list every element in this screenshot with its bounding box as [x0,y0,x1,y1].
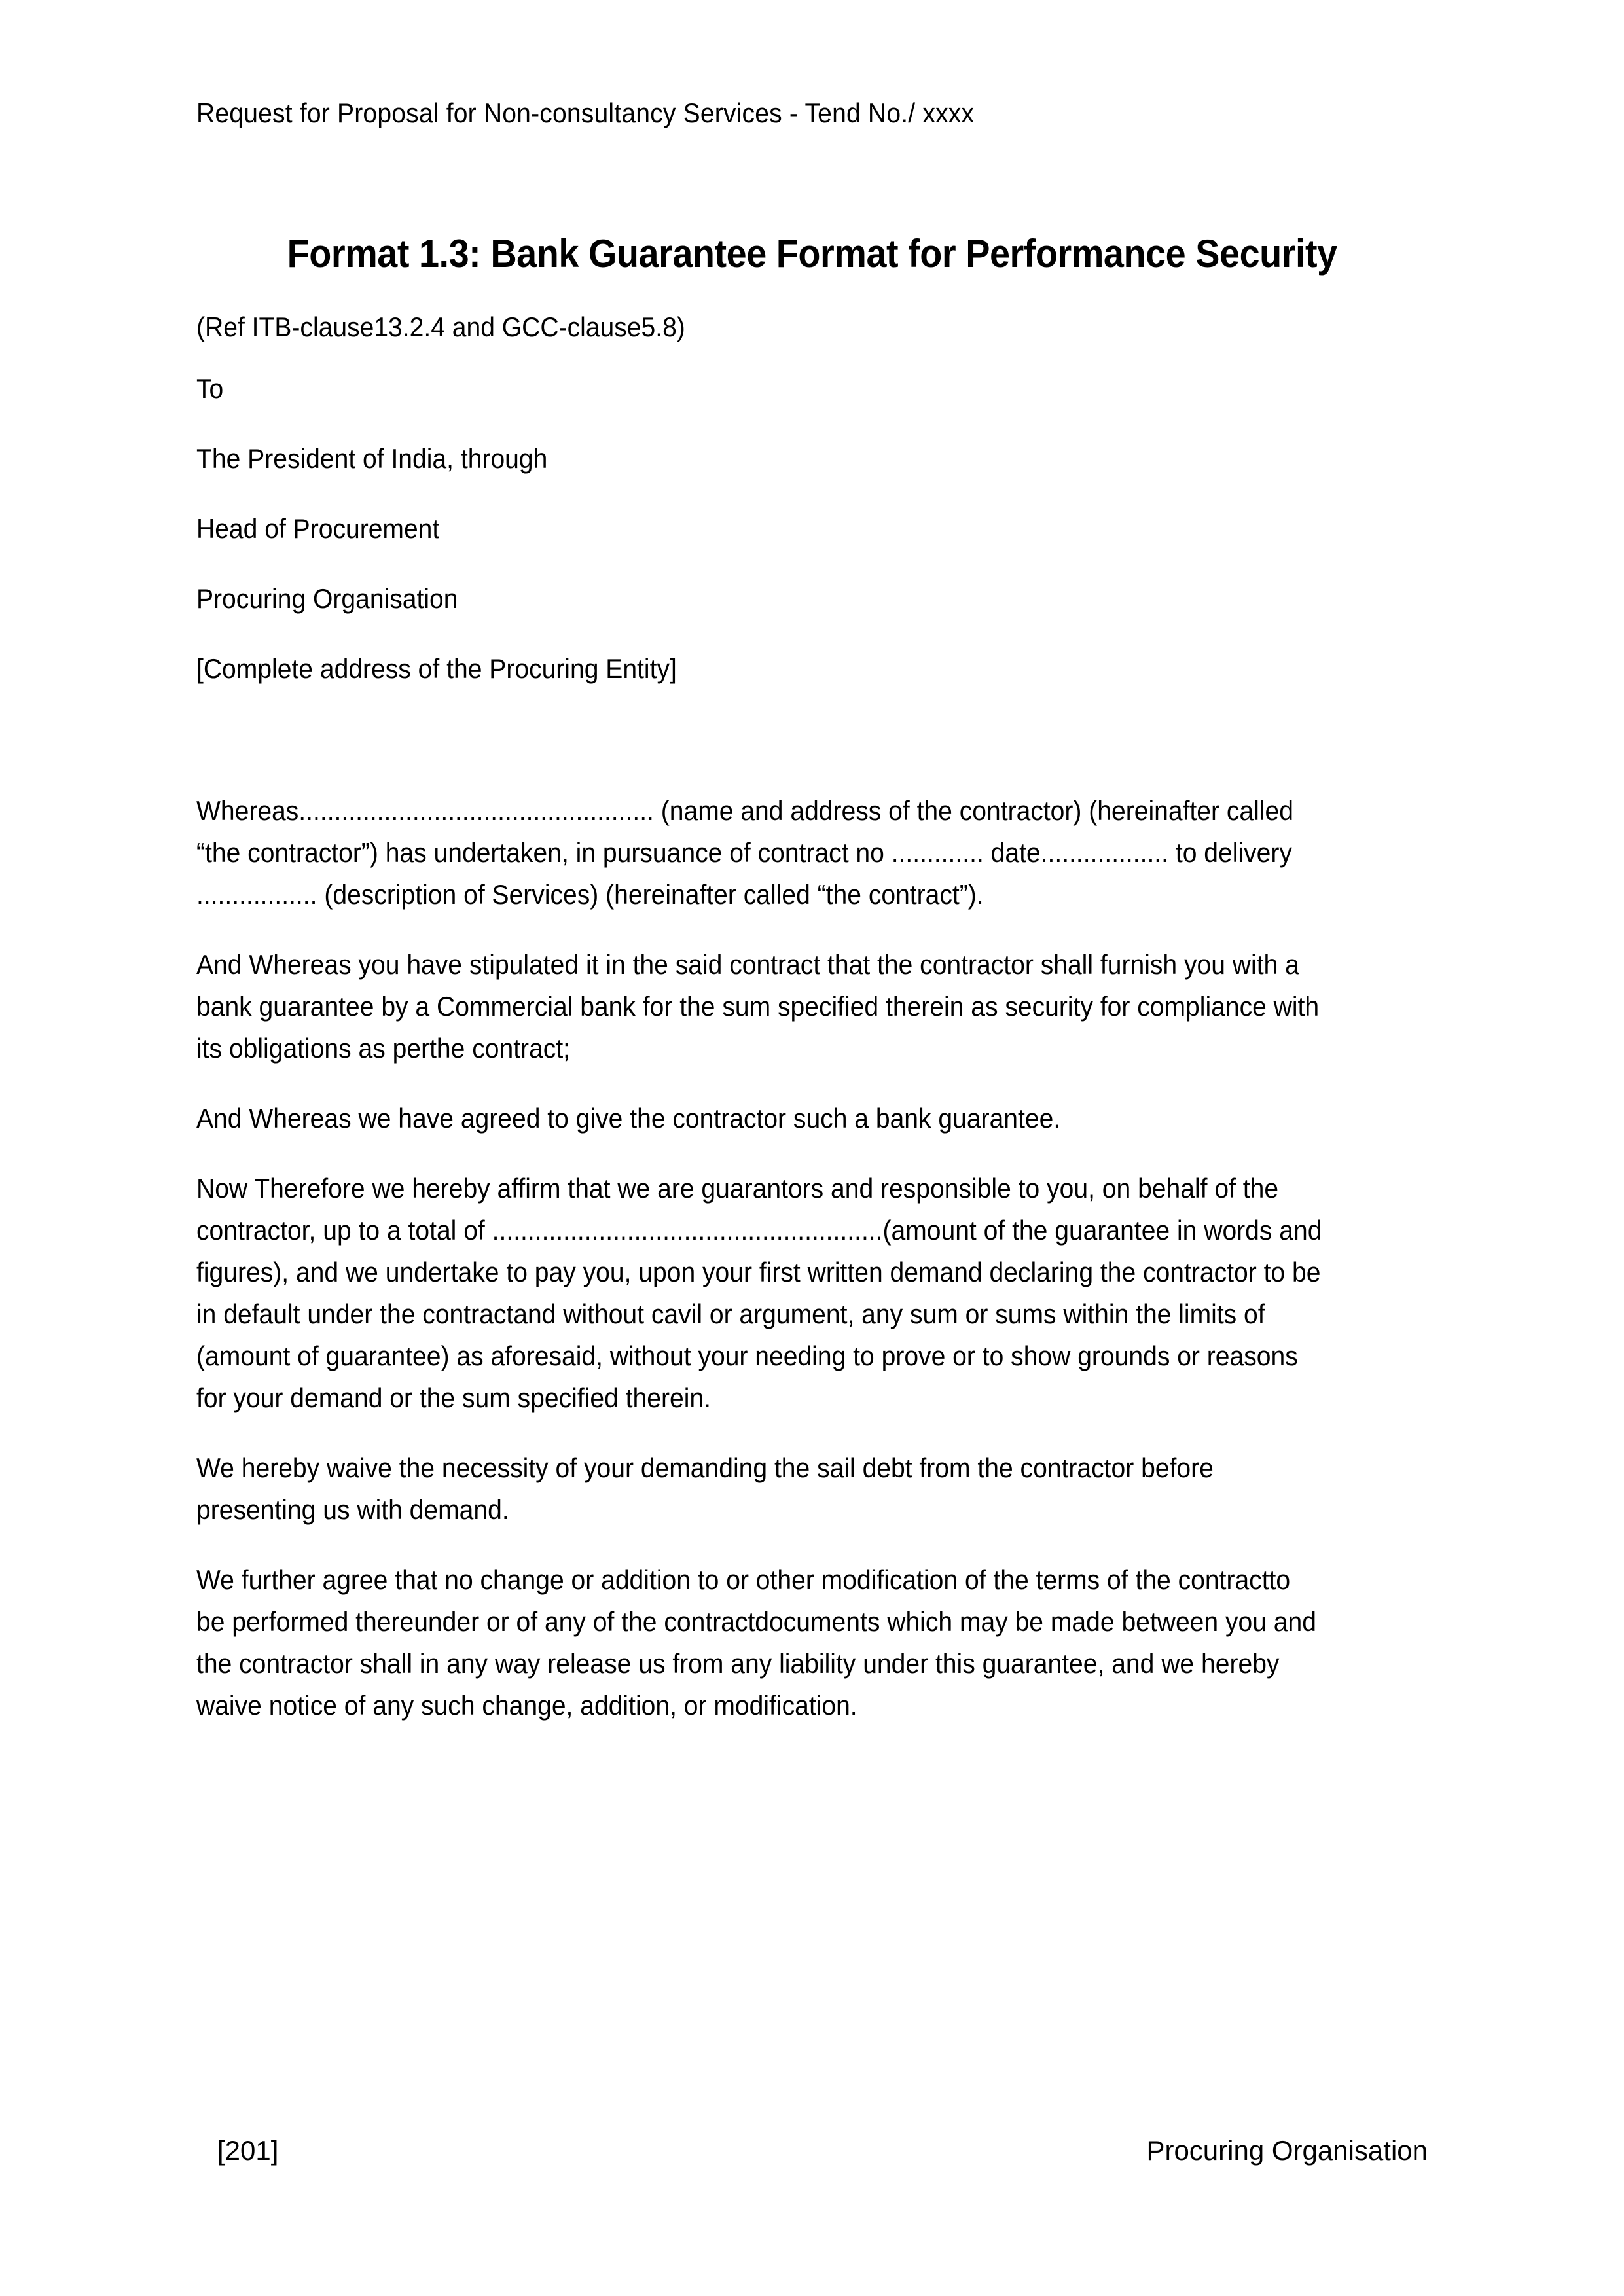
paragraph-further-agree [196,1559,1428,1727]
paragraph-line: We hereby waive the necessity of your demanding the sail debt from the contractor before [196,1452,1214,1483]
paragraph-line: And Whereas you have stipulated it in the said contract that the contractor shall furnish you with a [196,949,1299,980]
paragraph-line: Now Therefore we hereby affirm that we are guarantors and responsible to you, on behalf of the [196,1173,1279,1204]
paragraph-line: ................. (description of Services) (hereinafter called “the contract”). [196,879,984,910]
paragraph-waive [196,1447,1428,1531]
paragraph-whereas [196,790,1428,916]
address-block [196,368,1428,690]
address-line: Procuring Organisation [196,583,458,614]
paragraph-line: figures), and we undertake to pay you, upon your first written demand declaring the contractor to be [196,1257,1321,1287]
document-content [196,0,1428,1755]
page-number: [201] [217,2135,279,2166]
paragraph-line: be performed thereunder or of any of the contractdocuments which may be made between you and [196,1606,1316,1637]
address-line: The President of India, through [196,443,548,474]
paragraph-line: presenting us with demand. [196,1494,509,1525]
paragraph-agreed [196,1098,1428,1139]
address-salutation: To [196,373,224,404]
paragraph-line: in default under the contractand without cavil or argument, any sum or sums within the limits of [196,1299,1265,1329]
footer-organisation: Procuring Organisation [1146,2135,1428,2166]
paragraph-line: Whereas.................................................. (name and address of the contractor) (hereinafter called [196,795,1293,826]
blank-gap [196,718,1428,790]
paragraph-line: for your demand or the sum specified therein. [196,1382,711,1413]
document-title: Format 1.3: Bank Guarantee Format for Performance Security [287,232,1337,276]
paragraph-line: (amount of guarantee) as aforesaid, without your needing to prove or to show grounds or reasons [196,1340,1298,1371]
paragraph-line: contractor, up to a total of .......................................................(amount of the guarantee in words and [196,1215,1322,1246]
paragraph-line: waive notice of any such change, addition, or modification. [196,1690,857,1721]
paragraph-therefore [196,1168,1428,1419]
paragraph-line: the contractor shall in any way release us from any liability under this guarantee, and we hereby [196,1648,1280,1679]
page-header: Request for Proposal for Non-consultancy Services - Tend No./ xxxx [196,98,975,128]
paragraph-line: We further agree that no change or addition to or other modification of the terms of the contractto [196,1564,1291,1595]
paragraph-line: “the contractor”) has undertaken, in pursuance of contract no ............. date.................. to delivery [196,837,1292,868]
paragraph-line: its obligations as perthe contract; [196,1033,571,1064]
paragraph-line: bank guarantee by a Commercial bank for the sum specified therein as security for compliance with [196,991,1320,1022]
paragraph-line: And Whereas we have agreed to give the contractor such a bank guarantee. [196,1103,1061,1134]
address-line: [Complete address of the Procuring Entity] [196,653,677,684]
page-footer [196,2132,1428,2169]
reference-line: (Ref ITB-clause13.2.4 and GCC-clause5.8) [196,312,685,342]
paragraph-stipulated [196,944,1428,1069]
address-line: Head of Procurement [196,513,440,544]
